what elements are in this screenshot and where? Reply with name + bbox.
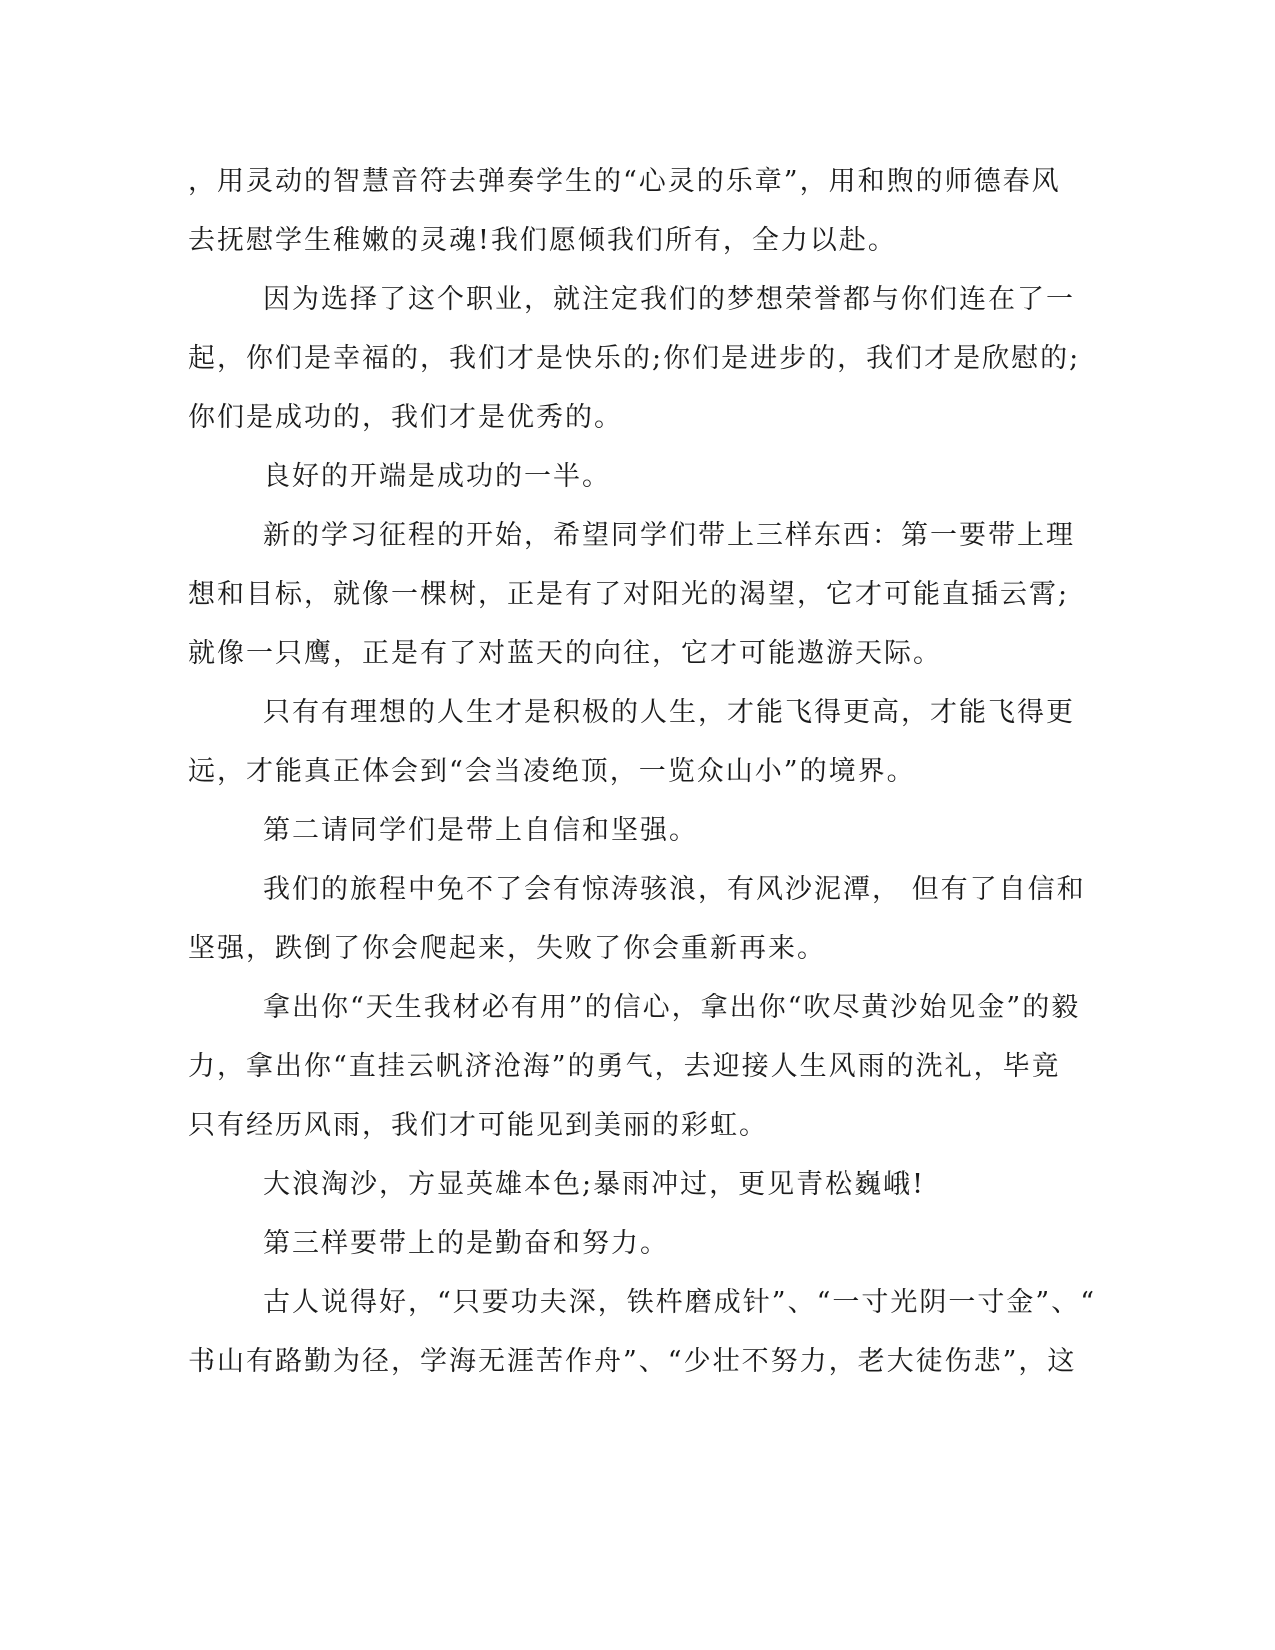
text-line-17: 只有经历风雨，我们才可能见到美丽的彩虹。 xyxy=(188,1110,768,1141)
text-line-20: 古人说得好，“只要功夫深，铁杵磨成针”、“一寸光阴一寸金”、“ xyxy=(263,1287,1097,1318)
text-line-21: 书山有路勤为径，学海无涯苦作舟”、“少壮不努力，老大徒伤悲”，这 xyxy=(188,1346,1077,1377)
text-line-3: 因为选择了这个职业，就注定我们的梦想荣誉都与你们连在了一 xyxy=(263,284,1075,315)
text-line-15: 拿出你“天生我材必有用”的信心，拿出你“吹尽黄沙始见金”的毅 xyxy=(263,992,1081,1023)
text-line-7: 新的学习征程的开始，希望同学们带上三样东西：第一要带上理 xyxy=(263,520,1075,551)
text-line-16: 力，拿出你“直挂云帆济沧海”的勇气，去迎接人生风雨的洗礼，毕竟 xyxy=(188,1051,1061,1082)
text-line-18: 大浪淘沙，方显英雄本色;暴雨冲过，更见青松巍峨! xyxy=(263,1169,925,1200)
text-line-13: 我们的旅程中免不了会有惊涛骇浪，有风沙泥潭， 但有了自信和 xyxy=(263,874,1086,905)
text-line-12: 第二请同学们是带上自信和坚强。 xyxy=(263,815,698,846)
text-line-11: 远，才能真正体会到“会当凌绝顶，一览众山小”的境界。 xyxy=(188,756,916,787)
text-line-5: 你们是成功的，我们才是优秀的。 xyxy=(188,402,623,433)
text-line-8: 想和目标，就像一棵树，正是有了对阳光的渴望，它才可能直插云霄; xyxy=(188,579,1070,610)
text-line-14: 坚强，跌倒了你会爬起来，失败了你会重新再来。 xyxy=(188,933,826,964)
text-line-1: ，用灵动的智慧音符去弹奏学生的“心灵的乐章”，用和煦的师德春风 xyxy=(188,166,1061,197)
text-line-19: 第三样要带上的是勤奋和努力。 xyxy=(263,1228,669,1259)
text-line-6: 良好的开端是成功的一半。 xyxy=(263,461,611,492)
text-line-9: 就像一只鹰，正是有了对蓝天的向往，它才可能遨游天际。 xyxy=(188,638,942,669)
text-line-10: 只有有理想的人生才是积极的人生，才能飞得更高，才能飞得更 xyxy=(263,697,1075,728)
text-line-2: 去抚慰学生稚嫩的灵魂!我们愿倾我们所有，全力以赴。 xyxy=(188,225,897,256)
text-line-4: 起，你们是幸福的，我们才是快乐的;你们是进步的，我们才是欣慰的; xyxy=(188,343,1081,374)
